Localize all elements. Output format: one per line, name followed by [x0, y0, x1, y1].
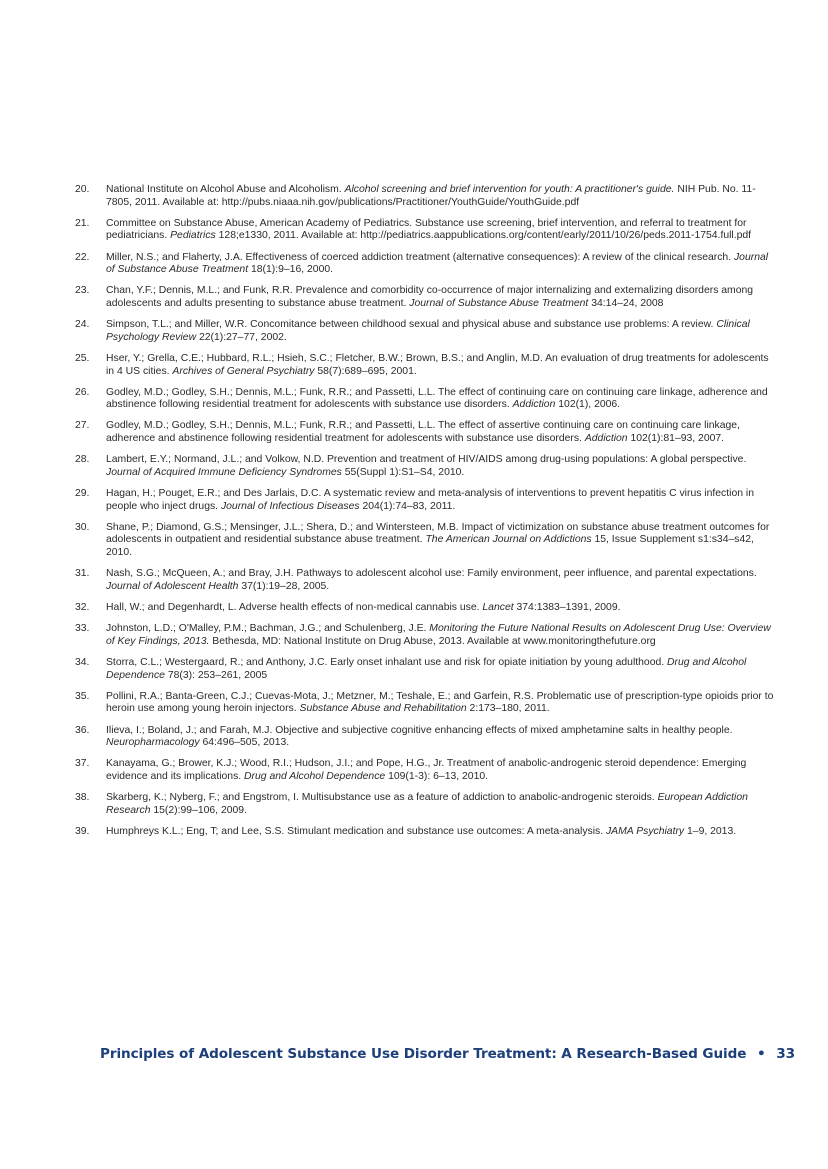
reference-text — [106, 488, 775, 513]
reference-text — [106, 657, 775, 682]
reference-text — [106, 454, 775, 479]
reference-text — [106, 184, 775, 209]
reference-number: 28. — [75, 454, 90, 466]
reference-text — [106, 758, 775, 783]
reference-item — [75, 623, 775, 648]
reference-text-segment: Shane, P.; Diamond, G.S.; Mensinger, J.L.; Shera, D.; and Wintersteen, M.B. Impact of victimization on substance abuse treatment outcomes for adolescents in outpatient and residential substance abuse treatment. — [106, 521, 770, 546]
reference-text-segment: 55(Suppl 1):S1–S4, 2010. — [341, 466, 465, 478]
page-footer — [100, 1046, 795, 1062]
reference-text-segment: 109(1-3): 6–13, 2010. — [385, 770, 489, 782]
reference-text-segment: Lambert, E.Y.; Normand, J.L.; and Volkow, N.D. Prevention and treatment of HIV/AIDS among drug-using populations: A global perspective. — [106, 454, 747, 466]
reference-text-segment: Miller, N.S.; and Flaherty, J.A. Effectiveness of coerced addiction treatment (alternative consequences): A review of the clinical research. — [106, 251, 734, 263]
reference-number: 32. — [75, 601, 90, 613]
reference-text — [106, 319, 775, 344]
reference-number: 22. — [75, 251, 90, 263]
reference-source-title: Monitoring the Future National Results on Adolescent Drug Use: Overview of Key Findings, 2013. — [106, 623, 771, 647]
reference-item — [75, 387, 775, 412]
reference-source-title: Addiction — [584, 433, 628, 445]
reference-text — [106, 387, 775, 412]
reference-source-title: Journal of Substance Abuse Treatment — [409, 297, 589, 309]
reference-item — [75, 353, 775, 378]
reference-number: 37. — [75, 758, 90, 770]
reference-text-segment: Johnston, L.D.; O'Malley, P.M.; Bachman, J.G.; and Schulenberg, J.E. — [106, 623, 430, 635]
reference-text-segment: National Institute on Alcohol Abuse and Alcoholism. — [106, 184, 345, 195]
reference-number: 35. — [75, 690, 90, 702]
reference-source-title: JAMA Psychiatry — [605, 825, 685, 837]
reference-source-title: Journal of Adolescent Health — [106, 580, 239, 592]
reference-number: 36. — [75, 724, 90, 736]
reference-source-title: European Addiction Research — [106, 792, 748, 816]
reference-text-segment: 34:14–24, 2008 — [588, 297, 664, 309]
reference-item — [75, 252, 775, 277]
reference-text-segment: Godley, M.D.; Godley, S.H.; Dennis, M.L.; Funk, R.R.; and Passetti, L.L. The effect of assertive continuing care on continuing care linkage, adherence and abstinence following residential treatment for adolescents with substance use disorders. — [106, 420, 740, 445]
reference-number: 30. — [75, 521, 90, 533]
reference-text-segment: Ilieva, I.; Boland, J.; and Farah, M.J. Objective and subjective cognitive enhancing effects of mixed amphetamine salts in healthy people. — [106, 724, 733, 736]
reference-item — [75, 488, 775, 513]
reference-text-segment: 102(1):81–93, 2007. — [627, 433, 725, 445]
reference-source-title: Pediatrics — [170, 230, 216, 242]
reference-text-segment: 64:496–505, 2013. — [199, 737, 290, 749]
reference-text — [106, 691, 775, 716]
reference-text — [106, 792, 775, 817]
reference-text — [106, 218, 775, 243]
reference-source-title: Addiction — [512, 399, 556, 411]
reference-text-segment: Godley, M.D.; Godley, S.H.; Dennis, M.L.; Funk, R.R.; and Passetti, L.L. The effect of continuing care on continuing care linkage, adherence and abstinence following residential treatment for adolescents with substance use disorders. — [106, 386, 768, 411]
reference-item — [75, 826, 775, 839]
reference-text — [106, 568, 775, 593]
reference-number: 21. — [75, 217, 90, 229]
reference-item — [75, 184, 775, 209]
reference-source-title: Journal of Substance Abuse Treatment — [106, 251, 769, 276]
reference-number: 25. — [75, 352, 90, 364]
reference-source-title: Journal of Acquired Immune Deficiency Syndromes — [106, 466, 342, 478]
reference-text-segment: Hser, Y.; Grella, C.E.; Hubbard, R.L.; Hsieh, S.C.; Fletcher, B.W.; Brown, B.S.; and Anglin, M.D. An evaluation of drug treatments for adolescents in 4 US cities. — [106, 352, 769, 377]
reference-text-segment: 15(2):99–106, 2009. — [150, 804, 247, 816]
reference-item — [75, 568, 775, 593]
reference-text-segment: Pollini, R.A.; Banta-Green, C.J.; Cuevas-Mota, J.; Metzner, M.; Teshale, E.; and Garfein, R.S. Problematic use of prescription-type opioids prior to heroin use among young heroin injectors. — [106, 690, 774, 715]
reference-source-title: Drug and Alcohol Dependence — [106, 656, 747, 681]
reference-source-title: Journal of Infectious Diseases — [220, 500, 360, 512]
reference-text-segment: Chan, Y.F.; Dennis, M.L.; and Funk, R.R. Prevalence and comorbidity co-occurrence of major internalizing and externalizing disorders among adolescents and adults presenting to substance abuse treatment. — [106, 285, 754, 309]
reference-text-segment: 37(1):19–28, 2005. — [238, 580, 330, 592]
reference-text-segment: Kanayama, G.; Brower, K.J.; Wood, R.I.; Hudson, J.I.; and Pope, H.G., Jr. Treatment of anabolic-androgenic steroid dependence: Emerging evidence and its implications. — [106, 758, 747, 782]
footer-bullet: • — [757, 1046, 766, 1062]
reference-text-segment: Committee on Substance Abuse, American Academy of Pediatrics. Substance use screening, brief intervention, and referral to treatment for pediatricians. — [106, 217, 747, 242]
reference-item — [75, 725, 775, 750]
reference-text-segment: 204(1):74–83, 2011. — [359, 500, 456, 512]
reference-number: 27. — [75, 420, 90, 432]
reference-text — [106, 420, 775, 445]
reference-item — [75, 218, 775, 243]
reference-item — [75, 420, 775, 445]
reference-item — [75, 657, 775, 682]
reference-number: 24. — [75, 319, 90, 331]
reference-text-segment: 128;e1330, 2011. Available at: http://pediatrics.aappublications.org/content/early/2011/10/26/peds.2011-1754.full.pdf — [215, 230, 752, 242]
reference-text-segment: 15, Issue Supplement s1:s34–s42, 2010. — [106, 534, 754, 558]
footer-title: Principles of Adolescent Substance Use Disorder Treatment: A Research-Based Guide — [100, 1046, 747, 1062]
reference-text-segment: Hall, W.; and Degenhardt, L. Adverse health effects of non-medical cannabis use. — [106, 601, 483, 613]
reference-number: 20. — [75, 184, 90, 195]
reference-text-segment: 374:1383–1391, 2009. — [513, 601, 621, 613]
reference-source-title: Drug and Alcohol Dependence — [244, 770, 386, 782]
reference-number: 38. — [75, 792, 90, 804]
reference-list — [75, 184, 775, 847]
page-number: 33 — [776, 1046, 795, 1062]
reference-item — [75, 602, 775, 615]
reference-text-segment: 2:173–180, 2011. — [466, 703, 550, 715]
reference-item — [75, 522, 775, 560]
reference-text-segment: 58(7):689–695, 2001. — [314, 365, 417, 377]
reference-text — [106, 725, 775, 750]
reference-number: 26. — [75, 386, 90, 398]
reference-source-title: Lancet — [482, 601, 514, 613]
reference-text — [106, 602, 775, 615]
reference-item — [75, 758, 775, 783]
reference-text-segment: NIH Pub. No. 11-7805, 2011. Available at: http://pubs.niaaa.nih.gov/publications/Practitioner/YouthGuide/YouthGuide.pdf — [106, 184, 756, 208]
reference-number: 23. — [75, 285, 90, 297]
reference-text — [106, 826, 775, 839]
reference-item — [75, 319, 775, 344]
reference-source-title: Clinical Psychology Review — [106, 319, 750, 343]
reference-source-title: Archives of General Psychiatry — [172, 365, 315, 377]
reference-text-segment: Nash, S.G.; McQueen, A.; and Bray, J.H. Pathways to adolescent alcohol use: Family environment, peer influence, and parental expectations. — [106, 568, 757, 580]
reference-text — [106, 285, 775, 310]
reference-text-segment: 22(1):27–77, 2002. — [196, 331, 287, 343]
reference-text-segment: Hagan, H.; Pouget, E.R.; and Des Jarlais, D.C. A systematic review and meta-analysis of interventions to prevent hepatitis C virus infection in people who inject drugs. — [106, 488, 754, 512]
reference-item — [75, 454, 775, 479]
reference-source-title: Substance Abuse and Rehabilitation — [299, 703, 467, 715]
reference-item — [75, 792, 775, 817]
reference-item — [75, 285, 775, 310]
reference-text — [106, 623, 775, 648]
reference-source-title: Neuropharmacology — [106, 737, 200, 749]
reference-text-segment: Simpson, T.L.; and Miller, W.R. Concomitance between childhood sexual and physical abuse and substance use problems: A review. — [106, 319, 717, 331]
reference-text-segment: 102(1), 2006. — [555, 399, 621, 411]
reference-number: 33. — [75, 623, 90, 635]
reference-source-title: The American Journal on Addictions — [425, 534, 592, 546]
reference-text-segment: Skarberg, K.; Nyberg, F.; and Engstrom, I. Multisubstance use as a feature of addiction to anabolic-androgenic steroids. — [106, 792, 658, 804]
reference-text-segment: Humphreys K.L.; Eng, T; and Lee, S.S. Stimulant medication and substance use outcomes: A meta-analysis. — [106, 825, 606, 837]
reference-source-title: Alcohol screening and brief intervention for youth: A practitioner's guide. — [344, 184, 675, 195]
reference-number: 39. — [75, 825, 90, 837]
reference-text — [106, 522, 775, 560]
reference-text-segment: 1–9, 2013. — [684, 825, 737, 837]
reference-text — [106, 252, 775, 277]
reference-text — [106, 353, 775, 378]
reference-number: 31. — [75, 568, 90, 580]
reference-number: 29. — [75, 488, 90, 500]
reference-text-segment: 18(1):9–16, 2000. — [248, 264, 334, 276]
reference-text-segment: 78(3): 253–261, 2005 — [164, 669, 268, 681]
reference-text-segment: Bethesda, MD: National Institute on Drug Abuse, 2013. Available at www.monitoringthefuture.org — [209, 635, 656, 647]
reference-text-segment: Storra, C.L.; Westergaard, R.; and Anthony, J.C. Early onset inhalant use and risk for opiate initiation by young adulthood. — [106, 656, 668, 668]
reference-item — [75, 691, 775, 716]
reference-number: 34. — [75, 656, 90, 668]
